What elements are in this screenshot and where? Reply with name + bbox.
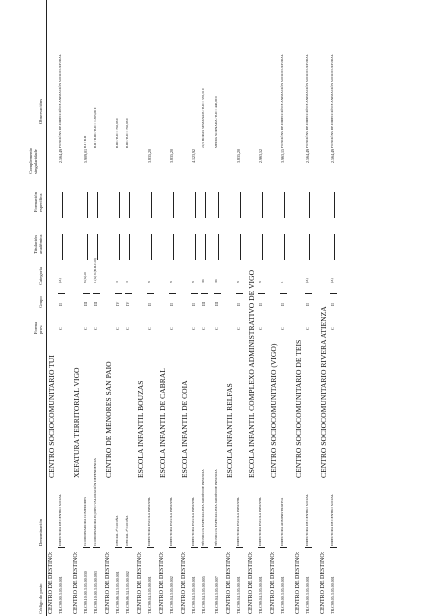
center-row [270,0,279,616]
cell-codigo: TR.C99.04.3.05.00.007 [214,576,219,614]
header-formacion: Formación específica [33,192,43,212]
center-label: CENTRO DE DESTINO: [48,551,54,614]
center-label: CENTRO DE DESTINO: [248,551,254,614]
cell-denominacion: COORDINADORA EQUIPO VALORACIÓN DEPENDENCIA [93,458,97,546]
center-row [105,0,114,616]
cell-grupo: II [305,303,310,306]
cell-underline [151,234,152,260]
center-name: ESCOLA INFANTIL DE CABRAL [158,368,167,478]
cell-forma: C [305,327,310,330]
cell-underline [119,234,120,260]
cell-codigo: TR.C99.04.3.05.00.001 [147,576,152,614]
table-row [258,0,267,616]
header-forma: Forma prov. [33,322,43,334]
cell-codigo: TR.C99.04.3.05.00.001 [236,576,241,614]
cell-bracket [280,293,287,294]
center-name: ESCOLA INFANTIL BOUZAS [136,380,145,478]
cell-forma: C [115,327,120,330]
center-row [73,0,82,616]
cell-grupo: II [58,303,63,306]
cell-denominacion: DIRECTORA ESCOLA INFANTIL [191,496,195,546]
center-name: CENTRO DE MENORES SAN PAIO [104,361,113,478]
cell-underline [262,192,263,218]
cell-observaciones: FUNCIÓNS DE DIRECCIÓN E ANIMACIÓN SOCIOCULTURAL [58,54,62,148]
cell-codigo: TR.C99.04.3.05.00.005 [201,576,206,614]
cell-codigo: TR.C99.00.3.05.00.001 [280,576,285,614]
cell-forma: C [83,327,88,330]
cell-bracket [258,547,265,548]
center-label: CENTRO DE DESTINO: [295,551,301,614]
center-row [181,0,190,616]
cell-codigo: TR.C99.06.34.3.05.00.002 [125,571,130,614]
cell-forma: C [214,327,219,330]
cell-categoria: (A) [330,278,334,283]
cell-observaciones: FUNCIÓNS DE DIRECCIÓN E ANIMACIÓN SOCIOCULTURAL [280,54,284,148]
header-categoria: Categoría [38,267,43,285]
table-row [169,0,178,616]
center-name: CENTRO SOCIOCOMUNITARIO DE TEIS [294,339,303,478]
cell-underline [151,192,152,218]
center-row [295,0,304,616]
cell-denominacion: DIRECTORA DE CENTRO SOCIAL [58,493,62,546]
cell-grupo: II [236,303,241,306]
cell-complemento: 3.835,20 [169,149,174,163]
cell-complemento: 4.123,92 [191,149,196,163]
cell-underline [284,192,285,218]
cell-codigo: TR.C99.10.00.3.05.00.093 [93,571,98,614]
cell-denominacion: DIRECTORA DE CENTRO SOCIAL [305,493,309,546]
cell-underline [97,234,98,260]
cell-bracket [83,293,90,294]
cell-codigo: TR.C99.04.3.05.00.002 [169,576,174,614]
header-rule [46,0,47,616]
center-name: CENTRO SOCIOCOMUNITARIO RIVERA ATIENZA [319,306,328,478]
cell-underline [205,234,206,260]
cell-grupo: IV [125,301,130,306]
cell-grupo: III [83,302,88,306]
cell-bracket [191,547,198,548]
cell-categoria: 30 [214,279,218,283]
center-label: CENTRO DE DESTINO: [181,551,187,614]
cell-bracket [305,293,312,294]
cell-forma: C [147,327,152,330]
cell-observaciones: B.II / B.III / B.II = 1.365,06 € [93,107,97,148]
cell-bracket [280,547,287,548]
cell-bracket [214,293,221,294]
cell-underline [334,234,335,260]
cell-codigo: TR.C99.04.3.05.00.001 [258,576,263,614]
cell-underline [97,192,98,218]
cell-bracket [115,547,122,548]
cell-codigo: TR.C99.00.3.05.00.001 [58,576,63,614]
cell-grupo: III [214,302,219,306]
center-row [137,0,146,616]
header-complemento: Complemento singularidade [28,147,38,174]
cell-bracket [236,293,243,294]
cell-codigo: TR.C99.00.3.05.00.001 [305,576,310,614]
header-denominacion: Denominación [38,518,43,546]
cell-underline [334,192,335,218]
table-row [236,0,245,616]
cell-bracket [305,547,312,548]
table-row [115,0,124,616]
center-label: CENTRO DE DESTINO: [320,551,326,614]
cell-forma: C [191,327,196,330]
header-grupo: Grupo [38,296,43,308]
cell-bracket [125,547,132,548]
cell-bracket [330,547,337,548]
cell-bracket [58,547,65,548]
cell-categoria: 3 [115,281,119,283]
cell-observaciones: FUNCIÓNS DE DIRECCIÓN E ANIMACIÓN SOCIOCULTURAL [330,54,334,148]
cell-denominacion: DIRECTORA ADMINISTRATIVA [280,497,284,546]
cell-grupo: II [191,303,196,306]
cell-forma: C [169,327,174,330]
cell-underline [173,234,174,260]
cell-bracket [330,293,337,294]
cell-complemento: 2.564,49 [305,149,310,163]
cell-codigo: TR.C99.06.34.3.05.00.001 [115,571,120,614]
cell-categoria: 1 (A) 6 (B.II-C.II) [93,258,97,283]
center-name: ESCOLA INFANTIL DE COIA [180,380,189,478]
cell-categoria: 8 [236,281,240,283]
cell-categoria: (A) [305,278,309,283]
center-label: CENTRO DE DESTINO: [73,551,79,614]
cell-codigo: TR.C99.10.00.3.05.00.030 [83,571,88,614]
cell-denominacion: DIRECTORA ESCOLA INFANTIL [258,496,262,546]
center-row [248,0,257,616]
cell-observaciones: 22,5 HORAS SEMANAIS / B.II = 535,31 € [201,88,205,148]
cell-complemento: 3.835,20 [147,149,152,163]
cell-underline [119,192,120,218]
cell-bracket [214,547,221,548]
table-row [93,0,102,616]
cell-underline [87,234,88,260]
cell-underline [309,234,310,260]
cell-bracket [147,293,154,294]
cell-categoria: 6 (A)-II [83,272,87,283]
table-row [330,0,342,616]
cell-forma: C [93,327,98,330]
center-name: CENTRO SOCIOCOMUNITARIO TUI [47,355,56,478]
cell-forma: C [258,327,263,330]
center-row [320,0,329,616]
cell-underline [195,192,196,218]
cell-underline [218,234,219,260]
center-name: ESCOLA INFANTIL RELFAS [225,383,234,478]
cell-grupo: III [201,302,206,306]
cell-underline [87,192,88,218]
cell-underline [129,192,130,218]
cell-observaciones: B.III / B.II = 702,06 € [125,118,129,148]
cell-bracket [83,547,90,548]
cell-bracket [147,547,154,548]
cell-underline [284,234,285,260]
cell-denominacion: COORDINADORA COMEDORES [83,496,87,546]
center-name: ESCOLA INFANTIL COMPLEXO ADMINISTRATIVO DE VIGO [247,269,256,478]
cell-denominacion: DIRECTORA DE CENTRO SOCIAL [330,493,334,546]
cell-categoria: 8 [191,281,195,283]
cell-forma: C [280,327,285,330]
cell-forma: C [330,327,335,330]
cell-bracket [93,547,100,548]
cell-categoria: 8 [258,281,262,283]
cell-grupo: II [280,303,285,306]
cell-observaciones: MEDIA XORNADA / B.II = 446,09 € [214,95,218,148]
table-header [0,0,46,616]
cell-bracket [169,293,176,294]
cell-bracket [93,293,100,294]
cell-denominacion: DIRECTORA ESCOLA INFANTIL [147,496,151,546]
cell-underline [240,192,241,218]
cell-categoria: 8 [169,281,173,283]
cell-complemento: 2.564,49 [330,149,335,163]
cell-denominacion: OFICIAL 2ª COCIÑA [125,515,129,546]
table-row [201,0,213,616]
cell-bracket [201,547,208,548]
cell-forma: C [236,327,241,330]
cell-denominacion: OFICIAL 2ª COCIÑA [115,515,119,546]
cell-bracket [236,547,243,548]
cell-categoria: 30 [201,279,205,283]
cell-underline [62,234,63,260]
header-titulacion: Titulación académica [33,234,43,254]
cell-codigo: TR.C99.05.3.05.00.001 [330,576,335,614]
cell-denominacion: DIRECTORA ESCOLA INFANTIL [236,496,240,546]
table-row [305,0,317,616]
table-row [125,0,134,616]
cell-underline [309,192,310,218]
cell-categoria: 3 [125,281,129,283]
cell-underline [205,192,206,218]
cell-categoria: 1 [280,281,284,283]
center-name: CENTRO SOCIOCOMUNITARIO (VIGO) [269,343,278,478]
cell-observaciones: B.I / B.II [83,135,87,148]
cell-forma: C [201,327,206,330]
center-row [226,0,235,616]
table-row [214,0,223,616]
table-row [280,0,292,616]
cell-codigo: TR.C99.04.3.05.00.001 [191,576,196,614]
cell-underline [195,234,196,260]
center-label: CENTRO DE DESTINO: [105,551,111,614]
cell-grupo: II [169,303,174,306]
cell-bracket [201,293,208,294]
cell-underline [218,192,219,218]
cell-underline [262,234,263,260]
cell-bracket [191,293,198,294]
center-label: CENTRO DE DESTINO: [270,551,276,614]
cell-complemento: 2.963,52 [258,149,263,163]
cell-observaciones: FUNCIÓNS DE DIRECCIÓN E ANIMACIÓN SOCIOCULTURAL [305,54,309,148]
cell-complemento: 5.909,01 [83,149,88,163]
cell-denominacion: TÉCNICO/A ESPECIALISTA JARDÍN DE INFANCIA [201,469,205,546]
center-row [159,0,168,616]
cell-denominacion: TÉCNICO/A ESPECIALISTA JARDÍN DE INFANCIA [214,469,218,546]
table-row [83,0,92,616]
cell-bracket [125,293,132,294]
cell-forma: C [125,327,130,330]
table-row [147,0,156,616]
center-label: CENTRO DE DESTINO: [137,551,143,614]
cell-complemento: 3.835,20 [236,149,241,163]
header-codigo: Código do posto [38,583,43,614]
cell-bracket [115,293,122,294]
cell-grupo: IV [115,301,120,306]
cell-underline [129,234,130,260]
cell-bracket [258,293,265,294]
center-name: XEFATURA TERRITORIAL VIGO [72,367,81,478]
cell-grupo: II [258,303,263,306]
cell-categoria: (A) [58,278,62,283]
cell-complemento: 2.564,49 [58,149,63,163]
cell-underline [62,192,63,218]
cell-observaciones: B.III / B.II = 702,06 € [115,118,119,148]
header-observaciones: Observacións [38,98,43,124]
cell-complemento: 3.963,15 [280,149,285,163]
table-row [58,0,70,616]
cell-denominacion: DIRECTORA ESCOLA INFANTIL [169,496,173,546]
cell-underline [173,192,174,218]
cell-grupo: III [93,302,98,306]
cell-bracket [169,547,176,548]
cell-underline [240,234,241,260]
cell-bracket [58,293,65,294]
table-row [191,0,200,616]
cell-grupo: II [330,303,335,306]
cell-categoria: 8 [147,281,151,283]
cell-grupo: II [147,303,152,306]
center-label: CENTRO DE DESTINO: [159,551,165,614]
center-label: CENTRO DE DESTINO: [226,551,232,614]
cell-forma: C [58,327,63,330]
center-row [48,0,57,616]
